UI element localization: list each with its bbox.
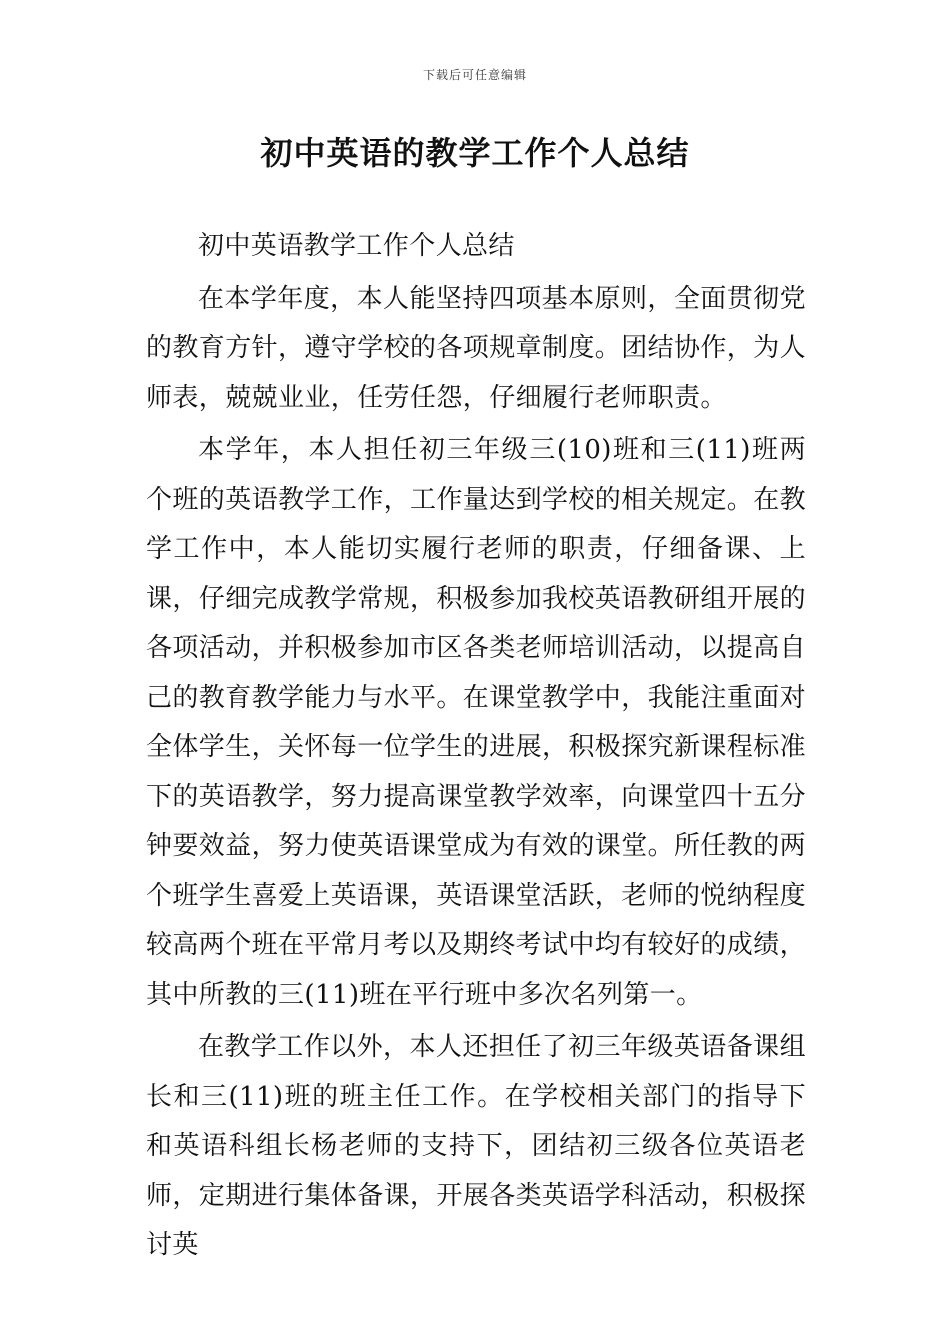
document-body	[146, 222, 806, 1271]
paragraph: 在本学年度，本人能坚持四项基本原则，全面贯彻党的教育方针，遵守学校的各项规章制度。团结协作，为人师表，兢兢业业，任劳任怨，仔细履行老师职责。	[146, 283, 807, 413]
paragraph-subtitle: 初中英语教学工作个人总结	[198, 231, 515, 261]
paragraph: 在教学工作以外，本人还担任了初三年级英语备课组长和三(11)班的班主任工作。在学校相关部门的指导下和英语科组长杨老师的支持下，团结初三级各位英语老师，定期进行集体备课，开展各类英语学科活动，积极探讨英	[146, 1032, 807, 1260]
document-title: 初中英语的教学工作个人总结	[260, 134, 690, 172]
header-note: 下载后可任意编辑	[422, 68, 527, 82]
paragraph: 本学年，本人担任初三年级三(10)班和三(11)班两个班的英语教学工作，工作量达到学校的相关规定。在教学工作中，本人能切实履行老师的职责，仔细备课、上课，仔细完成教学常规，积极参加我校英语教研组开展的各项活动，并积极参加市区各类老师培训活动，以提高自己的教育教学能力与水平。在课堂教学中，我能注重面对全体学生，关怀每一位学生的进展，积极探究新课程标准下的英语教学，努力提高课堂教学效率，向课堂四十五分钟要效益，努力使英语课堂成为有效的课堂。所任教的两个班学生喜爱上英语课，英语课堂活跃，老师的悦纳程度较高两个班在平常月考以及期终考试中均有较好的成绩，其中所教的三(11)班在平行班中多次名列第一。	[146, 435, 807, 1010]
